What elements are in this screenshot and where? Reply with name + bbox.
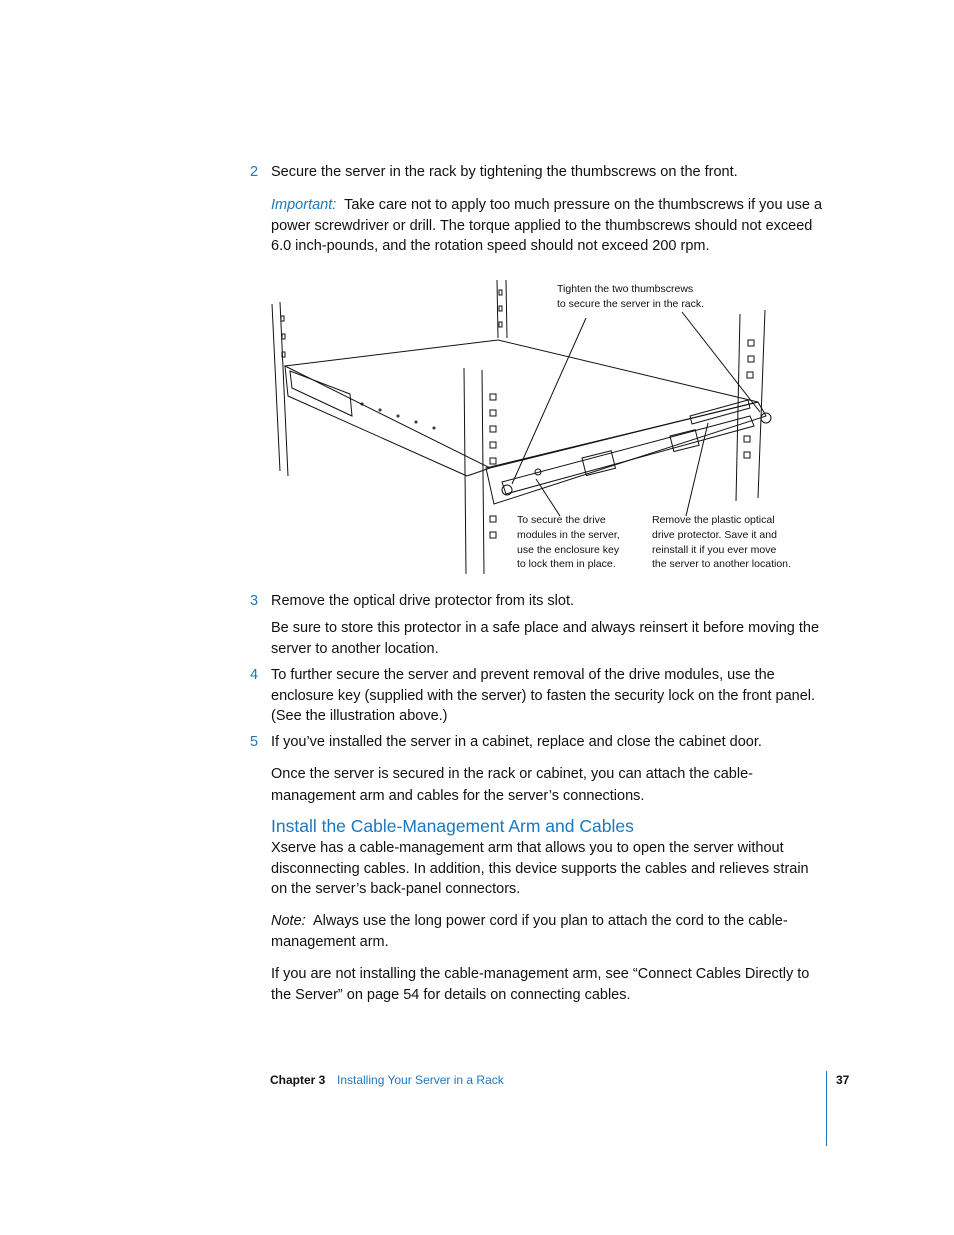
important-text: Take care not to apply too much pressure on the thumbscrews if you use a power screwdriver or drill. The torque applied to the thumbscrews should not exceed 6.0 inch-pounds, and the rotation speed should not exceed 200 rpm. [271,197,823,254]
caption-thumbscrews [557,282,704,312]
note-label: Note: [271,913,306,929]
optical-drive-protector [690,400,750,424]
rack-post-line [482,370,484,574]
caption-line: drive protector. Save it and [652,528,777,541]
step-text: If you’ve installed the server in a cabinet, replace and close the cabinet door. [271,734,762,750]
step-text: Remove the optical drive protector from its slot. [271,593,575,609]
server-side [285,366,467,476]
caption-line: the server to another location. [652,558,791,571]
important-label: Important: [271,197,337,213]
rack-post-line [272,304,280,471]
note-text: Always use the long power cord if you plan to attach the cord to the cable-management arm. [271,913,788,950]
side-screws [361,403,435,429]
section-heading: Install the Cable-Management Arm and Cables [271,816,634,836]
page-number: 37 [836,1073,850,1087]
step-text: Secure the server in the rack by tightening the thumbscrews on the front. [271,164,738,180]
caption-line: use the enclosure key [517,543,620,556]
caption-line: To secure the drive [517,514,606,526]
note-paragraph [271,911,826,952]
slide-rail [290,371,352,416]
caption-line: Tighten the two thumbscrews [557,283,694,295]
section-closing: If you are not installing the cable-management arm, see “Connect Cables Directly to the Server” on page 54 for details on connecting cables. [271,966,810,1003]
rack-post-line [464,368,466,574]
thumbscrew-right [761,413,771,423]
step-number: 5 [250,734,259,750]
step-text: To further secure the server and prevent removal of the drive modules, use the enclosure key (supplied with the server) to fasten the security lock on the front panel. (See the illustration above.) [271,667,816,724]
callout-line [512,318,586,484]
rack-post-line [497,280,498,338]
section-intro: Xserve has a cable-management arm that allows you to open the server without disconnecting cables. In addition, this device supports the cables and relieves strain on the server’s back-panel connectors. [271,840,809,897]
caption-line: modules in the server, [517,528,620,541]
step-number: 4 [250,667,259,683]
rack-holes [281,316,285,357]
server-top [285,340,758,468]
caption-optical-protector [652,513,791,572]
step-number: 2 [250,164,259,180]
rack-post-line [506,280,507,338]
caption-line: to secure the server in the rack. [557,297,705,310]
footer-chapter: Chapter 3 [270,1073,326,1087]
caption-line: to lock them in place. [517,558,616,571]
footer-chapter-title: Installing Your Server in a Rack [337,1073,504,1087]
step-number: 3 [250,593,259,609]
rack-holes [499,290,502,327]
callout-line [536,479,560,516]
step-detail: Once the server is secured in the rack or cabinet, you can attach the cable-management arm and cables for the server’s connections. [271,766,753,804]
footer-divider [826,1071,827,1146]
step-detail: Be sure to store this protector in a safe place and always reinsert it before moving the server to another location. [271,620,820,657]
caption-drive-lock [517,513,620,572]
important-paragraph [271,195,826,257]
front-panel [486,402,766,504]
caption-line: reinstall it if you ever move [652,543,777,556]
caption-line: Remove the plastic optical [652,514,775,526]
